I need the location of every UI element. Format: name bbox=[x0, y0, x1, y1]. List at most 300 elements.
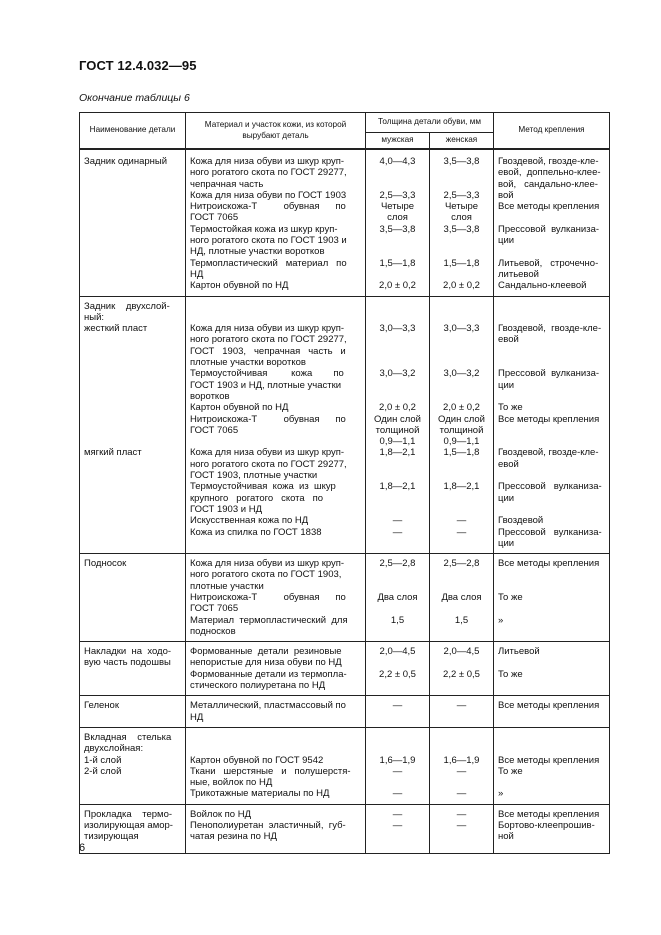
cell-line: 1,8—2,1 bbox=[379, 481, 416, 493]
method-cell bbox=[494, 642, 610, 696]
cell-line: 2,0 ± 0,2 bbox=[379, 280, 416, 292]
cell-line bbox=[498, 712, 605, 723]
cell-line bbox=[370, 380, 425, 391]
col-header-mens: мужская bbox=[366, 133, 430, 150]
cell-line: 2,0—4,5 bbox=[379, 646, 416, 658]
method-cell bbox=[494, 296, 610, 554]
cell-line: Прессовой вулканиза- bbox=[498, 223, 600, 235]
part-cell bbox=[80, 149, 186, 296]
standard-code: ГОСТ 12.4.032—95 bbox=[79, 58, 197, 73]
cell-line bbox=[190, 436, 361, 447]
cell-line: — bbox=[456, 820, 467, 832]
cell-line: Войлок по НД bbox=[190, 808, 252, 820]
cell-line bbox=[498, 246, 605, 257]
cell-line bbox=[370, 269, 425, 280]
cell-line bbox=[498, 626, 605, 637]
cell-line: Вкладная стелька bbox=[84, 731, 172, 743]
cell-line: Термостойкая кожа из шкур круп- bbox=[190, 223, 338, 235]
table-row bbox=[80, 554, 610, 642]
cell-line: Термопластический материал по bbox=[190, 257, 347, 269]
method-cell bbox=[494, 727, 610, 804]
cell-line bbox=[370, 470, 425, 481]
cell-line: Литьевой bbox=[498, 646, 540, 658]
cell-line: непористые для низа обуви по НД bbox=[190, 657, 342, 669]
table-row bbox=[80, 149, 610, 296]
cell-line: Прессовой вулканиза- bbox=[498, 481, 602, 493]
cell-line: Прессовой вулканиза- bbox=[498, 526, 602, 538]
cell-line bbox=[498, 346, 605, 357]
cell-line bbox=[434, 346, 489, 357]
method-cell bbox=[494, 804, 610, 853]
cell-line: ные, войлок по НД bbox=[190, 777, 273, 789]
cell-line bbox=[498, 581, 605, 592]
cell-line: » bbox=[498, 614, 504, 626]
cell-line: НД bbox=[190, 268, 204, 280]
cell-line: То же bbox=[498, 668, 523, 680]
cell-line: толщиной bbox=[439, 424, 484, 436]
cell-line bbox=[84, 402, 181, 413]
cell-line: 3,5—3,8 bbox=[443, 223, 480, 235]
cell-line: Кожа для низа обуви из шкур круп- bbox=[190, 156, 345, 167]
material-cell bbox=[186, 149, 366, 296]
material-cell bbox=[186, 696, 366, 728]
cell-line: То же bbox=[498, 591, 523, 603]
cell-line: слоя bbox=[387, 212, 408, 224]
cell-line: 2,2 ± 0,5 bbox=[379, 668, 416, 680]
cell-line: ГОСТ 7065 bbox=[190, 424, 239, 436]
cell-line bbox=[434, 470, 489, 481]
womens-thickness-cell bbox=[430, 696, 494, 728]
cell-line: ГОСТ 1903, плотные участки bbox=[190, 470, 318, 482]
cell-line: 3,0—3,3 bbox=[443, 323, 480, 335]
table-row bbox=[80, 727, 610, 804]
cell-line: — bbox=[392, 526, 403, 538]
cell-line bbox=[370, 346, 425, 357]
cell-line: 1,6—1,9 bbox=[379, 754, 416, 766]
womens-thickness-cell bbox=[430, 727, 494, 804]
cell-line: тизирующая bbox=[84, 831, 139, 843]
cell-line bbox=[84, 414, 181, 425]
cell-line: Геленок bbox=[84, 700, 119, 712]
cell-line bbox=[370, 603, 425, 614]
method-cell bbox=[494, 554, 610, 642]
cell-line: ГОСТ 1903 и НД, плотные участки bbox=[190, 379, 342, 391]
cell-line: Искусственная кожа по НД bbox=[190, 515, 309, 527]
cell-line bbox=[370, 246, 425, 257]
cell-line bbox=[434, 179, 489, 190]
cell-line: Металлический, пластмассовый по bbox=[190, 700, 346, 712]
cell-line: Все методы крепления bbox=[498, 808, 600, 820]
cell-line: 1,5 bbox=[390, 614, 405, 626]
table-caption: Окончание таблицы 6 bbox=[79, 92, 190, 104]
col-header-method: Метод крепления bbox=[494, 113, 610, 150]
cell-line bbox=[434, 680, 489, 691]
cell-line: слоя bbox=[451, 212, 472, 224]
cell-line bbox=[434, 732, 489, 743]
cell-line bbox=[434, 380, 489, 391]
cell-line: евой bbox=[498, 334, 519, 346]
cell-line: ного рогатого скота по ГОСТ 1903, bbox=[190, 569, 342, 581]
cell-line: — bbox=[456, 700, 467, 712]
cell-line: Нитроискожа-Т обувная по bbox=[190, 591, 346, 603]
cell-line: Все методы крепления bbox=[498, 201, 600, 213]
cell-line: 1,6—1,9 bbox=[443, 754, 480, 766]
cell-line bbox=[434, 459, 489, 470]
cell-line: 1,5 bbox=[454, 614, 469, 626]
cell-line bbox=[434, 493, 489, 504]
cell-line: То же bbox=[498, 402, 523, 414]
cell-line bbox=[370, 712, 425, 723]
cell-line: 1,5—1,8 bbox=[443, 257, 480, 269]
cell-line bbox=[434, 269, 489, 280]
part-cell bbox=[80, 296, 186, 554]
cell-line: Термоустойчивая кожа из шкур bbox=[190, 481, 336, 493]
womens-thickness-cell bbox=[430, 296, 494, 554]
mens-thickness-cell bbox=[366, 642, 430, 696]
cell-line bbox=[498, 732, 605, 743]
cell-line: ГОСТ 1903, чепрачная часть и bbox=[190, 345, 346, 357]
cell-line bbox=[498, 301, 605, 312]
cell-line: Гвоздевой, гвозде-кле- bbox=[498, 323, 602, 335]
cell-line: 0,9—1,1 bbox=[443, 436, 480, 448]
cell-line bbox=[498, 470, 605, 481]
cell-line: 2,5—2,8 bbox=[443, 558, 480, 570]
cell-line bbox=[434, 235, 489, 246]
cell-line: ного рогатого скота по ГОСТ 1903 и bbox=[190, 235, 347, 247]
cell-line: — bbox=[456, 808, 467, 820]
cell-line bbox=[498, 504, 605, 515]
cell-line bbox=[434, 603, 489, 614]
cell-line bbox=[370, 459, 425, 470]
table-row bbox=[80, 804, 610, 853]
cell-line: подносков bbox=[190, 625, 236, 637]
method-cell bbox=[494, 149, 610, 296]
cell-line: Картон обувной по НД bbox=[190, 402, 289, 414]
cell-line: 2,2 ± 0,5 bbox=[443, 668, 480, 680]
col-header-thickness: Толщина детали обуви, мм bbox=[366, 113, 494, 133]
table-row bbox=[80, 696, 610, 728]
cell-line: стического полиуретана по НД bbox=[190, 680, 326, 692]
cell-line bbox=[434, 831, 489, 842]
material-cell bbox=[186, 804, 366, 853]
womens-thickness-cell bbox=[430, 642, 494, 696]
cell-line: Прокладка термо- bbox=[84, 808, 173, 820]
cell-line bbox=[84, 425, 181, 436]
cell-line: чатая резина по НД bbox=[190, 831, 277, 843]
cell-line: » bbox=[498, 788, 504, 800]
cell-line: НД bbox=[190, 711, 204, 723]
cell-line: — bbox=[392, 765, 403, 777]
cell-line bbox=[370, 732, 425, 743]
cell-line: Сандально-клеевой bbox=[498, 280, 587, 292]
cell-line: Один слой bbox=[438, 413, 485, 425]
cell-line: Прессовой вулканиза- bbox=[498, 368, 600, 380]
cell-line: ного рогатого скота по ГОСТ 29277, bbox=[190, 458, 347, 470]
cell-line: — bbox=[392, 700, 403, 712]
cell-line: — bbox=[456, 788, 467, 800]
cell-line bbox=[370, 777, 425, 788]
cell-line bbox=[370, 391, 425, 402]
cell-line: Литьевой, строчечно- bbox=[498, 257, 599, 269]
cell-line bbox=[84, 391, 181, 402]
cell-line bbox=[498, 436, 605, 447]
cell-line bbox=[190, 312, 361, 323]
cell-line bbox=[370, 569, 425, 580]
part-cell bbox=[80, 642, 186, 696]
cell-line: ного рогатого скота по ГОСТ 29277, bbox=[190, 334, 347, 346]
cell-line: Четыре bbox=[380, 201, 415, 213]
cell-line bbox=[434, 569, 489, 580]
cell-line: вую часть подошвы bbox=[84, 657, 171, 669]
womens-thickness-cell bbox=[430, 554, 494, 642]
table-row bbox=[80, 642, 610, 696]
cell-line: 0,9—1,1 bbox=[379, 436, 416, 448]
cell-line: Задник двухслой- bbox=[84, 300, 170, 312]
cell-line bbox=[498, 657, 605, 668]
cell-line: 4,0—4,3 bbox=[379, 156, 416, 167]
cell-line bbox=[498, 212, 605, 223]
cell-line: Кожа для низа обуви из шкур круп- bbox=[190, 447, 345, 459]
cell-line: Термоустойчивая кожа по bbox=[190, 368, 344, 380]
cell-line: 2,5—3,3 bbox=[443, 189, 480, 201]
cell-line: Гвоздевой bbox=[498, 515, 544, 527]
part-cell bbox=[80, 696, 186, 728]
cell-line bbox=[498, 391, 605, 402]
cell-line bbox=[370, 493, 425, 504]
part-cell bbox=[80, 727, 186, 804]
cell-line: двухслойная: bbox=[84, 743, 144, 755]
cell-line: Материал термопластический для bbox=[190, 614, 348, 626]
cell-line: Нитроискожа-Т обувная по bbox=[190, 201, 346, 213]
cell-line: — bbox=[392, 788, 403, 800]
cell-line: Задник одинарный bbox=[84, 156, 168, 167]
cell-line: Все методы крепления bbox=[498, 413, 600, 425]
cell-line: Формованные детали резиновые bbox=[190, 646, 342, 658]
cell-line: Подносок bbox=[84, 558, 127, 570]
cell-line bbox=[84, 346, 181, 357]
cell-line: То же bbox=[498, 765, 523, 777]
cell-line bbox=[434, 743, 489, 754]
cell-line bbox=[370, 743, 425, 754]
cell-line: Два слоя bbox=[377, 591, 418, 603]
cell-line bbox=[84, 436, 181, 447]
cell-line bbox=[434, 391, 489, 402]
cell-line: Пенополиуретан эластичный, губ- bbox=[190, 820, 346, 832]
cell-line bbox=[370, 581, 425, 592]
cell-line bbox=[370, 504, 425, 515]
cell-line: — bbox=[392, 515, 403, 527]
cell-line: Один слой bbox=[374, 413, 421, 425]
cell-line bbox=[498, 603, 605, 614]
cell-line bbox=[370, 831, 425, 842]
cell-line: 1,5—1,8 bbox=[379, 257, 416, 269]
material-cell bbox=[186, 554, 366, 642]
part-cell bbox=[80, 804, 186, 853]
cell-line: 2,0 ± 0,2 bbox=[443, 402, 480, 414]
cell-line: ный: bbox=[84, 311, 105, 323]
cell-line: ной bbox=[498, 831, 514, 843]
mens-thickness-cell bbox=[366, 149, 430, 296]
cell-line bbox=[370, 334, 425, 345]
cell-line: евой bbox=[498, 458, 519, 470]
cell-line: толщиной bbox=[375, 424, 420, 436]
cell-line: Картон обувной по НД bbox=[190, 280, 289, 292]
cell-line bbox=[498, 777, 605, 788]
cell-line: 2,5—2,8 bbox=[379, 558, 416, 570]
cell-line bbox=[370, 657, 425, 668]
cell-line: ции bbox=[498, 235, 515, 247]
cell-line: 3,0—3,3 bbox=[379, 323, 416, 335]
cell-line bbox=[498, 312, 605, 323]
cell-line bbox=[370, 680, 425, 691]
cell-line: Трикотажные материалы по НД bbox=[190, 788, 330, 800]
cell-line bbox=[434, 626, 489, 637]
cell-line: — bbox=[456, 526, 467, 538]
material-cell bbox=[186, 296, 366, 554]
cell-line bbox=[84, 368, 181, 379]
cell-line bbox=[498, 680, 605, 691]
cell-line: Ткани шерстяные и полушерстя- bbox=[190, 765, 351, 777]
col-header-womens: женская bbox=[430, 133, 494, 150]
cell-line bbox=[370, 179, 425, 190]
cell-line: Кожа для низа обуви из шкур круп- bbox=[190, 558, 345, 570]
cell-line: 2-й слой bbox=[84, 765, 122, 777]
cell-line: вой bbox=[498, 189, 514, 201]
cell-line bbox=[434, 712, 489, 723]
cell-line: ции bbox=[498, 492, 515, 504]
cell-line: 3,0—3,2 bbox=[379, 368, 416, 380]
cell-line bbox=[434, 657, 489, 668]
spec-table bbox=[79, 112, 610, 854]
part-cell bbox=[80, 554, 186, 642]
cell-line bbox=[498, 743, 605, 754]
cell-line: вой, сандально-клее- bbox=[498, 178, 598, 190]
cell-line: Кожа из спилка по ГОСТ 1838 bbox=[190, 526, 322, 538]
cell-line: — bbox=[392, 808, 403, 820]
mens-thickness-cell bbox=[366, 696, 430, 728]
cell-line: Кожа для низа обуви из шкур круп- bbox=[190, 323, 345, 335]
cell-line: жесткий пласт bbox=[84, 323, 148, 335]
cell-line: 1,5—1,8 bbox=[443, 447, 480, 459]
cell-line: литьевой bbox=[498, 268, 539, 280]
mens-thickness-cell bbox=[366, 296, 430, 554]
cell-line: Четыре bbox=[444, 201, 479, 213]
womens-thickness-cell bbox=[430, 149, 494, 296]
cell-line: 3,0—3,2 bbox=[443, 368, 480, 380]
cell-line: Все методы крепления bbox=[498, 700, 600, 712]
cell-line: ГОСТ 7065 bbox=[190, 212, 239, 224]
cell-line bbox=[434, 581, 489, 592]
cell-line: НД, плотные участки воротков bbox=[190, 246, 325, 258]
cell-line: Все методы крепления bbox=[498, 754, 600, 766]
cell-line bbox=[190, 301, 361, 312]
cell-line: изолирующая амор- bbox=[84, 820, 173, 832]
cell-line bbox=[190, 732, 361, 743]
mens-thickness-cell bbox=[366, 727, 430, 804]
cell-line: 3,5—3,8 bbox=[443, 156, 480, 167]
col-header-material: Материал и участок кожи, из которой вырубают деталь bbox=[186, 113, 366, 150]
cell-line: мягкий пласт bbox=[84, 447, 142, 459]
cell-line: плотные участки bbox=[190, 580, 264, 592]
cell-line: — bbox=[392, 820, 403, 832]
cell-line: Два слоя bbox=[441, 591, 482, 603]
cell-line: Нитроискожа-Т обувная по bbox=[190, 413, 346, 425]
table-row bbox=[80, 296, 610, 554]
cell-line: ГОСТ 7065 bbox=[190, 603, 239, 615]
mens-thickness-cell bbox=[366, 554, 430, 642]
cell-line bbox=[84, 357, 181, 368]
col-header-part: Наименование детали bbox=[80, 113, 186, 150]
cell-line: Гвоздевой, гвозде-кле- bbox=[498, 447, 599, 459]
cell-line: 2,5—3,3 bbox=[379, 189, 416, 201]
cell-line: Накладки на ходо- bbox=[84, 646, 172, 658]
cell-line bbox=[498, 357, 605, 368]
cell-line: 3,5—3,8 bbox=[379, 223, 416, 235]
cell-line: ГОСТ 1903 и НД bbox=[190, 503, 263, 515]
cell-line: ного рогатого скота по ГОСТ 29277, bbox=[190, 167, 347, 179]
cell-line bbox=[434, 504, 489, 515]
cell-line: ции bbox=[498, 379, 515, 391]
cell-line bbox=[370, 301, 425, 312]
cell-line: — bbox=[456, 515, 467, 527]
material-cell bbox=[186, 642, 366, 696]
cell-line: 1,8—2,1 bbox=[379, 447, 416, 459]
cell-line bbox=[498, 425, 605, 436]
cell-line: 1,8—2,1 bbox=[443, 481, 480, 493]
cell-line bbox=[84, 334, 181, 345]
cell-line: чепрачная часть bbox=[190, 178, 264, 190]
cell-line: 2,0—4,5 bbox=[443, 646, 480, 658]
cell-line: Картон обувной по ГОСТ 9542 bbox=[190, 754, 324, 766]
cell-line bbox=[190, 743, 361, 754]
cell-line: плотные участки воротков bbox=[190, 357, 306, 369]
cell-line: 1-й слой bbox=[84, 754, 122, 766]
cell-line: евой, доппельно-клее- bbox=[498, 167, 601, 179]
cell-line: воротков bbox=[190, 390, 230, 402]
mens-thickness-cell bbox=[366, 804, 430, 853]
cell-line bbox=[370, 357, 425, 368]
cell-line: Бортово-клеепрошив- bbox=[498, 820, 595, 832]
cell-line bbox=[370, 626, 425, 637]
cell-line bbox=[434, 334, 489, 345]
cell-line: — bbox=[456, 765, 467, 777]
cell-line: крупного рогатого скота по bbox=[190, 492, 324, 504]
cell-line bbox=[434, 777, 489, 788]
cell-line bbox=[370, 312, 425, 323]
cell-line bbox=[370, 167, 425, 178]
womens-thickness-cell bbox=[430, 804, 494, 853]
table-body bbox=[80, 149, 610, 853]
cell-line: Все методы крепления bbox=[498, 558, 600, 570]
cell-line: Формованные детали из термопла- bbox=[190, 668, 347, 680]
cell-line: 2,0 ± 0,2 bbox=[379, 402, 416, 414]
cell-line bbox=[84, 380, 181, 391]
cell-line: Гвоздевой, гвозде-кле- bbox=[498, 156, 599, 167]
cell-line: 2,0 ± 0,2 bbox=[443, 280, 480, 292]
cell-line bbox=[434, 312, 489, 323]
cell-line bbox=[498, 569, 605, 580]
material-cell bbox=[186, 727, 366, 804]
method-cell bbox=[494, 696, 610, 728]
cell-line bbox=[434, 301, 489, 312]
cell-line: ции bbox=[498, 537, 515, 549]
cell-line: Кожа для низа обуви по ГОСТ 1903 bbox=[190, 189, 347, 201]
cell-line bbox=[434, 246, 489, 257]
page-number: 6 bbox=[79, 842, 86, 854]
cell-line bbox=[370, 235, 425, 246]
cell-line bbox=[434, 167, 489, 178]
cell-line bbox=[434, 357, 489, 368]
